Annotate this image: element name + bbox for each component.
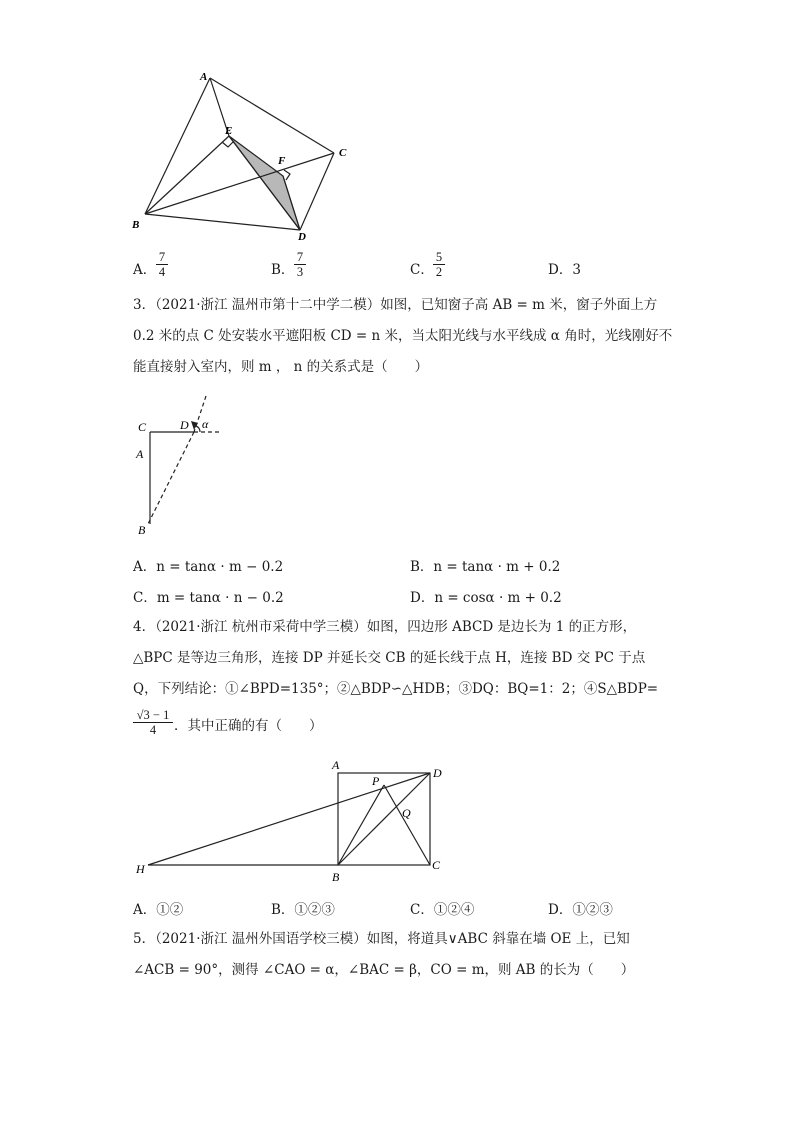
q4-option-b[interactable] xyxy=(271,898,335,918)
label-A: A xyxy=(332,758,340,772)
q4-option-b-text: ①②③ xyxy=(294,902,335,918)
q4-option-c-letter: C． xyxy=(410,902,434,918)
q4-option-a[interactable] xyxy=(133,898,183,918)
q2-option-d[interactable] xyxy=(548,258,581,278)
q3-option-b-text: n = tanα · m + 0.2 xyxy=(433,559,561,575)
q4-line-2: △BPC 是等边三角形，连接 DP 并延长交 CB 的延长线于点 H，连接 BD 交 PC 于点 xyxy=(133,650,646,666)
label-C: C xyxy=(339,147,347,159)
q3-option-b-letter: B． xyxy=(410,559,434,575)
q5-line-2: ∠ACB = 90°，测得 ∠CAO = α，∠BAC = β，CO = m，则 AB 的长为（ ） xyxy=(133,962,635,978)
q3-option-a-text: n = tanα · m − 0.2 xyxy=(156,559,284,575)
q3-option-d-text: n = cosα · m + 0.2 xyxy=(434,590,562,606)
q3-option-c-letter: C． xyxy=(133,590,157,606)
q2-option-a-fraction: $\frac{7}{4}$ xyxy=(156,250,168,279)
q3-line-3: 能直接射入室内，则 m ， n 的关系式是（ ） xyxy=(133,359,429,375)
label-P: P xyxy=(372,774,380,788)
q4-option-a-text: ①② xyxy=(156,902,184,918)
label-A: A xyxy=(136,447,144,461)
q4-line-4: ．其中正确的有（ ） xyxy=(174,718,323,734)
label-B: B xyxy=(332,870,340,884)
label-B: B xyxy=(138,523,146,537)
label-alpha: α xyxy=(202,417,209,431)
q3-line-1: 3．（2021·浙江 温州市第十二中学二模）如图，已知窗子高 AB = m 米，窗子外面上方 xyxy=(133,297,658,313)
label-H: H xyxy=(136,862,145,876)
label-Q: Q xyxy=(402,806,411,820)
label-C: C xyxy=(432,858,441,872)
q4-option-d[interactable] xyxy=(548,898,613,918)
q4-line-3: Q，下列结论：①∠BPD=135°；②△BDP∽△HDB；③DQ：BQ=1：2；④S△BDP= xyxy=(133,681,659,697)
q3-option-a[interactable] xyxy=(133,555,283,575)
label-B: B xyxy=(132,219,140,231)
q2-option-c-letter: C． xyxy=(410,262,434,278)
q4-option-d-text: ①②③ xyxy=(572,902,613,918)
q4-line-1: 4．（2021·浙江 杭州市采荷中学三模）如图，四边形 ABCD 是边长为 1 的正方形， xyxy=(133,619,637,635)
label-D: D xyxy=(433,766,442,780)
label-A: A xyxy=(200,71,208,83)
label-D: D xyxy=(298,231,306,243)
q5-line-1: 5．（2021·浙江 温州外国语学校三模）如图，将道具∨ABC 斜靠在墙 OE 上，已知 xyxy=(133,931,630,947)
q3-figure xyxy=(130,388,240,538)
q2-option-d-value: 3 xyxy=(572,262,581,278)
q4-option-b-letter: B． xyxy=(271,902,295,918)
q2-option-b-letter: B． xyxy=(271,262,295,278)
label-E: E xyxy=(225,125,233,137)
q4-option-d-letter: D． xyxy=(548,902,573,918)
q2-option-b-fraction: $\frac{7}{3}$ xyxy=(294,250,306,279)
light-arrow-icon xyxy=(191,421,198,430)
label-D: D xyxy=(180,418,189,432)
q4-option-c-text: ①②④ xyxy=(433,902,475,918)
q3-option-d[interactable] xyxy=(410,586,562,606)
q3-option-d-letter: D． xyxy=(410,590,435,606)
q2-option-c-fraction: $\frac{5}{2}$ xyxy=(433,250,445,279)
q4-option-c[interactable] xyxy=(410,898,474,918)
q3-line-2: 0.2 米的点 C 处安装水平遮阳板 CD = n 米，当太阳光线与水平线成 α 角时，光线刚好不 xyxy=(133,328,673,344)
q3-option-b[interactable] xyxy=(410,555,560,575)
q3-option-a-letter: A． xyxy=(133,559,157,575)
q3-option-c-text: m = tanα · n − 0.2 xyxy=(156,590,284,606)
q3-option-c[interactable] xyxy=(133,586,284,606)
q4-option-a-letter: A． xyxy=(133,902,157,918)
q2-option-a-letter: A． xyxy=(133,262,157,278)
q4-area-fraction: $\frac{√3 - 1}{4}$ xyxy=(133,708,173,737)
q2-option-d-letter: D． xyxy=(548,262,573,278)
label-F: F xyxy=(278,155,286,167)
label-C: C xyxy=(138,420,147,434)
q2-figure xyxy=(120,60,380,250)
q4-figure xyxy=(130,755,460,885)
